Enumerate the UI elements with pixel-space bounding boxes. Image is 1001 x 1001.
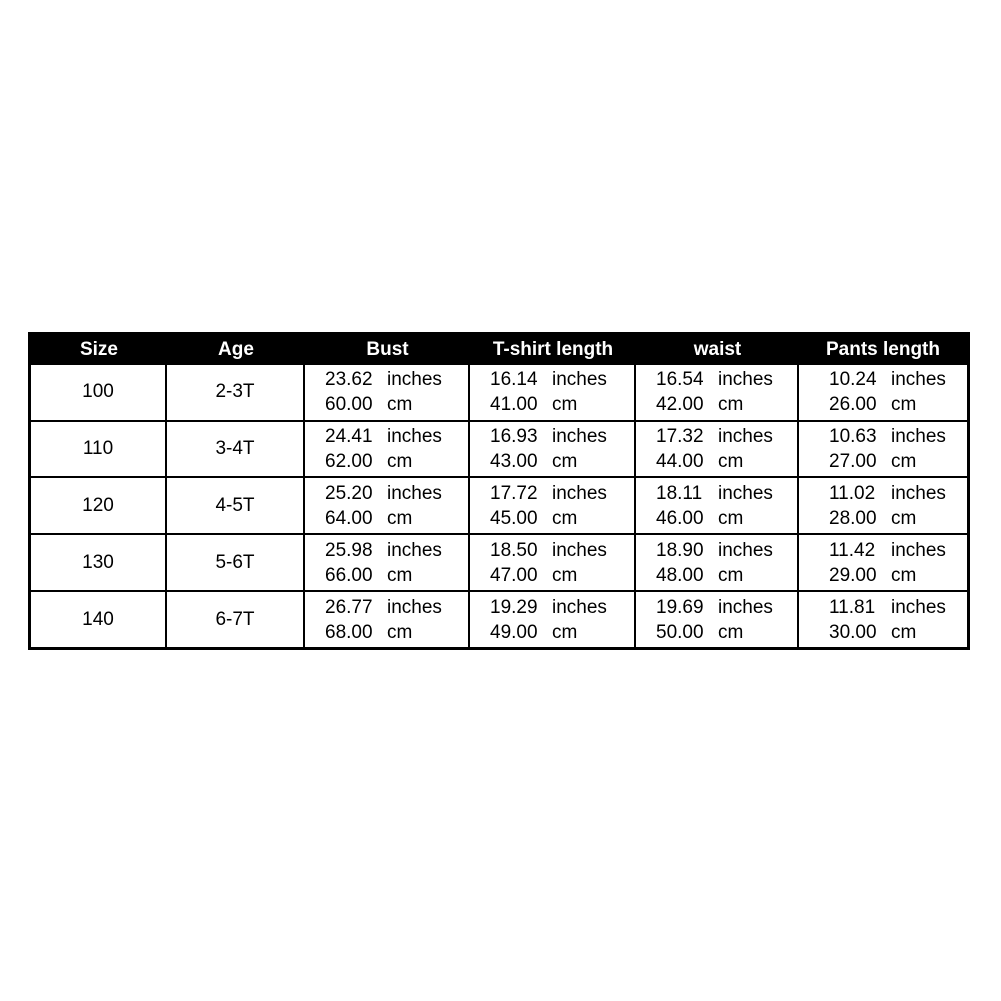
pants-length-cm-line [829, 563, 967, 588]
pants-length-cm-line [829, 620, 967, 645]
waist-values [636, 424, 797, 474]
bust-inches-value: 23.62 [325, 369, 373, 391]
bust-inches-line [325, 424, 468, 449]
unit-cm: cm [718, 507, 744, 529]
pants-length-inches-value: 11.02 [829, 482, 876, 504]
waist-values [636, 481, 797, 531]
bust-inches-value: 26.77 [325, 596, 373, 618]
table-row [31, 420, 967, 477]
bust-cm-line [325, 506, 468, 531]
waist-values [636, 367, 797, 417]
waist-values [636, 595, 797, 645]
bust-cm-value: 64.00 [325, 507, 373, 529]
bust-values [305, 481, 468, 531]
pants-length-cm-value: 29.00 [829, 564, 877, 586]
pants-length-cm-line [829, 506, 967, 531]
tshirt-length-inches-value: 16.93 [490, 426, 538, 448]
unit-inches: inches [552, 426, 607, 448]
cell-age: 3-4T [167, 420, 305, 477]
unit-cm: cm [552, 507, 578, 529]
cell-tshirt-length [470, 590, 636, 647]
pants-length-cm-line [829, 449, 967, 474]
header-tshirt-length: T-shirt length [470, 335, 636, 365]
bust-values [305, 424, 468, 474]
tshirt-length-values [470, 538, 634, 588]
bust-cm-line [325, 620, 468, 645]
bust-cm-line [325, 563, 468, 588]
pants-length-cm-line [829, 392, 967, 417]
bust-inches-line [325, 538, 468, 563]
tshirt-length-cm-line [490, 563, 634, 588]
unit-inches: inches [552, 596, 607, 618]
waist-cm-line [656, 449, 797, 474]
tshirt-length-values [470, 367, 634, 417]
tshirt-length-cm-line [490, 620, 634, 645]
pants-length-cm-value: 27.00 [829, 451, 877, 473]
unit-cm: cm [387, 394, 413, 416]
waist-cm-value: 42.00 [656, 394, 704, 416]
tshirt-length-cm-value: 43.00 [490, 451, 538, 473]
header-size: Size [31, 335, 167, 365]
cell-tshirt-length [470, 476, 636, 533]
waist-inches-value: 16.54 [656, 369, 704, 391]
pants-length-inches-line [829, 481, 967, 506]
tshirt-length-inches-line [490, 367, 634, 392]
tshirt-length-inches-value: 19.29 [490, 596, 538, 618]
header-row [31, 335, 967, 365]
bust-inches-line [325, 595, 468, 620]
cell-waist [636, 533, 799, 590]
cell-size: 120 [31, 476, 167, 533]
unit-inches: inches [387, 426, 442, 448]
waist-cm-value: 46.00 [656, 507, 704, 529]
unit-cm: cm [718, 394, 744, 416]
unit-cm: cm [552, 564, 578, 586]
waist-cm-line [656, 563, 797, 588]
cell-age: 4-5T [167, 476, 305, 533]
tshirt-length-cm-line [490, 506, 634, 531]
pants-length-inches-value: 10.24 [829, 369, 877, 391]
tshirt-length-cm-value: 41.00 [490, 394, 538, 416]
header-pants-length: Pants length [799, 335, 967, 365]
bust-inches-value: 24.41 [325, 426, 373, 448]
unit-inches: inches [891, 369, 946, 391]
header-waist: waist [636, 335, 799, 365]
cell-waist [636, 365, 799, 420]
bust-values [305, 595, 468, 645]
waist-inches-value: 18.90 [656, 539, 704, 561]
size-chart [28, 332, 970, 650]
unit-inches: inches [387, 369, 442, 391]
waist-cm-line [656, 506, 797, 531]
header-bust: Bust [305, 335, 470, 365]
unit-cm: cm [891, 621, 917, 643]
waist-cm-value: 48.00 [656, 564, 704, 586]
tshirt-length-cm-value: 45.00 [490, 507, 538, 529]
waist-inches-line [656, 367, 797, 392]
waist-cm-value: 44.00 [656, 451, 704, 473]
pants-length-inches-value: 10.63 [829, 426, 877, 448]
unit-inches: inches [718, 426, 773, 448]
bust-inches-line [325, 367, 468, 392]
pants-length-inches-line [829, 595, 967, 620]
waist-cm-line [656, 620, 797, 645]
cell-size: 140 [31, 590, 167, 647]
tshirt-length-inches-value: 16.14 [490, 369, 538, 391]
bust-cm-value: 62.00 [325, 451, 373, 473]
unit-cm: cm [552, 394, 578, 416]
unit-inches: inches [891, 596, 946, 618]
unit-cm: cm [387, 621, 413, 643]
bust-inches-value: 25.98 [325, 539, 373, 561]
cell-bust [305, 420, 470, 477]
pants-length-inches-line [829, 367, 967, 392]
pants-length-values [799, 538, 967, 588]
waist-cm-line [656, 392, 797, 417]
cell-waist [636, 590, 799, 647]
bust-values [305, 538, 468, 588]
waist-inches-value: 17.32 [656, 426, 704, 448]
tshirt-length-cm-value: 49.00 [490, 621, 538, 643]
unit-inches: inches [718, 539, 773, 561]
cell-age: 5-6T [167, 533, 305, 590]
pants-length-cm-value: 30.00 [829, 621, 877, 643]
cell-tshirt-length [470, 365, 636, 420]
waist-inches-line [656, 538, 797, 563]
tshirt-length-inches-value: 18.50 [490, 539, 538, 561]
unit-cm: cm [718, 564, 744, 586]
cell-size: 130 [31, 533, 167, 590]
cell-tshirt-length [470, 420, 636, 477]
tshirt-length-inches-line [490, 538, 634, 563]
waist-values [636, 538, 797, 588]
unit-cm: cm [387, 564, 413, 586]
pants-length-values [799, 424, 967, 474]
cell-pants-length [799, 533, 967, 590]
unit-inches: inches [552, 369, 607, 391]
unit-cm: cm [891, 507, 917, 529]
bust-values [305, 367, 468, 417]
cell-size: 100 [31, 365, 167, 420]
tshirt-length-cm-line [490, 392, 634, 417]
unit-inches: inches [552, 539, 607, 561]
cell-pants-length [799, 365, 967, 420]
unit-cm: cm [891, 394, 917, 416]
unit-inches: inches [387, 482, 442, 504]
waist-inches-line [656, 481, 797, 506]
cell-tshirt-length [470, 533, 636, 590]
cell-bust [305, 365, 470, 420]
pants-length-inches-line [829, 424, 967, 449]
tshirt-length-inches-line [490, 595, 634, 620]
waist-inches-line [656, 424, 797, 449]
unit-inches: inches [891, 482, 946, 504]
pants-length-values [799, 595, 967, 645]
unit-cm: cm [891, 564, 917, 586]
cell-bust [305, 590, 470, 647]
cell-waist [636, 476, 799, 533]
unit-inches: inches [718, 596, 773, 618]
table-row [31, 533, 967, 590]
unit-inches: inches [718, 369, 773, 391]
bust-cm-value: 66.00 [325, 564, 373, 586]
pants-length-inches-value: 11.42 [829, 539, 876, 561]
tshirt-length-inches-line [490, 481, 634, 506]
table-row [31, 590, 967, 647]
unit-inches: inches [552, 482, 607, 504]
unit-inches: inches [891, 426, 946, 448]
bust-cm-line [325, 392, 468, 417]
unit-cm: cm [552, 451, 578, 473]
bust-inches-line [325, 481, 468, 506]
cell-pants-length [799, 590, 967, 647]
cell-age: 2-3T [167, 365, 305, 420]
tshirt-length-cm-value: 47.00 [490, 564, 538, 586]
bust-inches-value: 25.20 [325, 482, 373, 504]
cell-bust [305, 476, 470, 533]
unit-cm: cm [387, 451, 413, 473]
unit-cm: cm [387, 507, 413, 529]
cell-size: 110 [31, 420, 167, 477]
pants-length-values [799, 481, 967, 531]
tshirt-length-values [470, 595, 634, 645]
pants-length-inches-line [829, 538, 967, 563]
waist-inches-line [656, 595, 797, 620]
bust-cm-value: 60.00 [325, 394, 373, 416]
tshirt-length-inches-value: 17.72 [490, 482, 538, 504]
bust-cm-line [325, 449, 468, 474]
bust-cm-value: 68.00 [325, 621, 373, 643]
unit-inches: inches [891, 539, 946, 561]
unit-inches: inches [718, 482, 773, 504]
cell-pants-length [799, 420, 967, 477]
cell-age: 6-7T [167, 590, 305, 647]
size-table [31, 335, 967, 647]
unit-inches: inches [387, 596, 442, 618]
cell-waist [636, 420, 799, 477]
tshirt-length-values [470, 481, 634, 531]
unit-cm: cm [891, 451, 917, 473]
tshirt-length-inches-line [490, 424, 634, 449]
table-row [31, 476, 967, 533]
unit-cm: cm [718, 451, 744, 473]
tshirt-length-values [470, 424, 634, 474]
waist-inches-value: 19.69 [656, 596, 704, 618]
unit-cm: cm [552, 621, 578, 643]
unit-inches: inches [387, 539, 442, 561]
waist-cm-value: 50.00 [656, 621, 704, 643]
pants-length-inches-value: 11.81 [829, 596, 876, 618]
cell-pants-length [799, 476, 967, 533]
waist-inches-value: 18.11 [656, 482, 703, 504]
pants-length-values [799, 367, 967, 417]
unit-cm: cm [718, 621, 744, 643]
cell-bust [305, 533, 470, 590]
table-row [31, 365, 967, 420]
header-age: Age [167, 335, 305, 365]
pants-length-cm-value: 26.00 [829, 394, 877, 416]
tshirt-length-cm-line [490, 449, 634, 474]
pants-length-cm-value: 28.00 [829, 507, 877, 529]
